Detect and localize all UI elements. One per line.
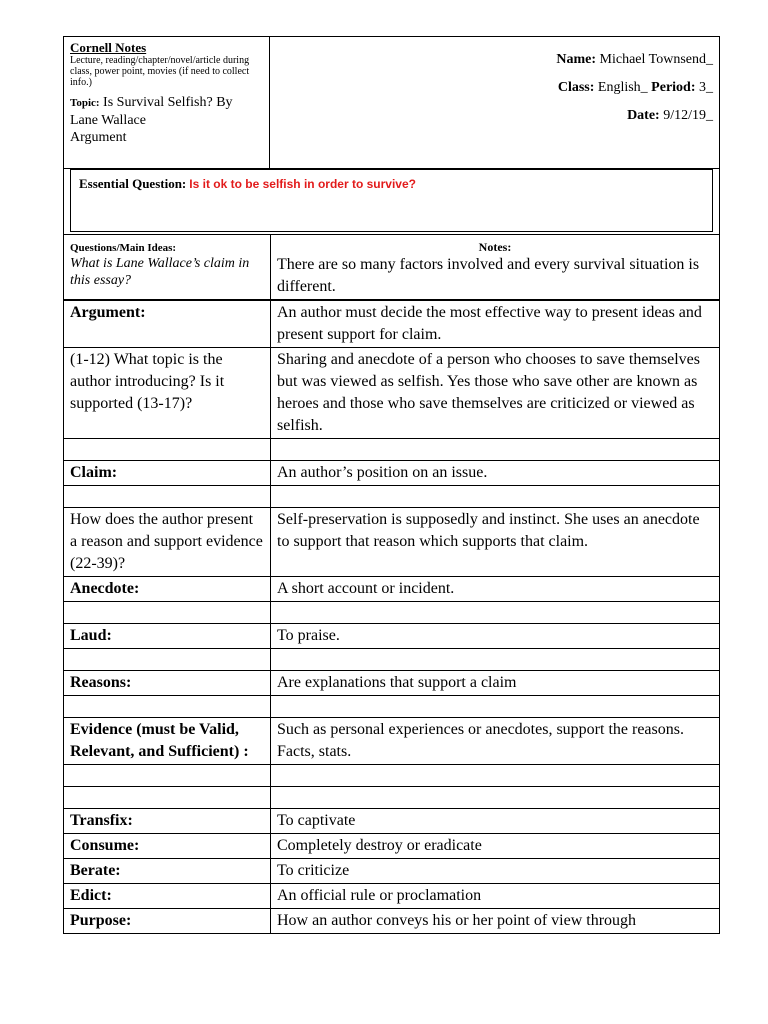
notes-heading: Notes: [478,240,512,254]
notes-text: There are so many factors involved and every survival situation is different. [277,256,700,295]
term-cell [64,649,271,671]
table-row [64,300,720,348]
date-value: 9/12/19_ [663,108,713,123]
term-cell: Laud: [64,624,271,649]
period-label: Period: [651,80,696,95]
term-cell: Berate: [64,859,271,884]
table-row [64,602,720,624]
header-right-cell [270,37,719,168]
table-row [64,649,720,671]
term-cell: Claim: [64,461,271,486]
definition-cell [271,765,720,787]
table-row [64,624,720,649]
table-row [64,809,720,834]
date-label: Date: [627,108,660,123]
definition-cell: Completely destroy or eradicate [271,834,720,859]
name-label: Name: [556,52,597,67]
definition-cell [271,486,720,508]
definition-cell: Are explanations that support a claim [271,671,720,696]
essential-question-label: Essential Question: [79,176,187,191]
table-row [64,765,720,787]
header-section [63,36,720,169]
cornell-notes-page [63,36,720,934]
class-value: English_ [597,80,648,95]
topic [70,94,263,146]
table-row [64,671,720,696]
definition-cell: An official rule or proclamation [271,884,720,909]
table-row [64,787,720,809]
name-value: Michael Townsend_ [599,52,713,67]
questions-text: What is Lane Wallace’s claim in this essay? [70,256,250,288]
definition-cell: To captivate [271,809,720,834]
definition-cell [271,696,720,718]
table-row [64,486,720,508]
topic-value: Is Survival Selfish? By Lane Wallace [70,95,233,128]
page-title: Cornell Notes [70,40,147,55]
questions-cell [64,235,271,301]
definition-cell [271,649,720,671]
name-line [270,51,713,68]
term-cell [64,765,271,787]
term-cell: Transfix: [64,809,271,834]
term-cell: Evidence (must be Valid, Relevant, and Sufficient) : [64,718,271,765]
definition-cell: Self-preservation is supposedly and instinct. She uses an anecdote to support that reason which supports that claim. [271,508,720,577]
class-line [270,79,713,96]
definition-cell [271,787,720,809]
essential-question-section [63,169,720,234]
definition-cell: Such as personal experiences or anecdotes, support the reasons. Facts, stats. [271,718,720,765]
table-row [64,577,720,602]
table-row [64,508,720,577]
table-row [64,834,720,859]
term-cell: Reasons: [64,671,271,696]
header-left-cell [64,37,270,168]
table-row [64,696,720,718]
date-line [270,107,713,124]
term-cell [64,486,271,508]
term-cell: Anecdote: [64,577,271,602]
essential-question-box [70,169,713,232]
page-subtitle: Lecture, reading/chapter/novel/article during class, power point, movies (if need to collect info.) [70,55,250,88]
term-cell: How does the author present a reason and support evidence (22-39)? [64,508,271,577]
table-row [64,348,720,439]
term-cell [64,439,271,461]
notes-header-row [64,235,720,301]
table-row [64,461,720,486]
definition-cell: Sharing and anecdote of a person who chooses to save themselves but was viewed as selfish. Yes those who save other are known as heroes and those who save themselves are criticized or viewed as selfish. [271,348,720,439]
topic-label: Topic: [70,97,100,109]
term-cell: Argument: [64,300,271,348]
definition-cell [271,602,720,624]
definition-cell: How an author conveys his or her point of view through [271,909,720,934]
term-cell [64,602,271,624]
class-label: Class: [557,80,595,95]
definition-cell: To criticize [271,859,720,884]
definition-cell: To praise. [271,624,720,649]
term-cell [64,787,271,809]
term-cell: (1-12) What topic is the author introducing? Is it supported (13-17)? [64,348,271,439]
table-row [64,718,720,765]
term-cell: Edict: [64,884,271,909]
definition-cell: An author’s position on an issue. [271,461,720,486]
table-row [64,884,720,909]
definition-cell [271,439,720,461]
questions-heading: Questions/Main Ideas: [70,242,177,254]
topic-type: Argument [70,130,127,145]
period-value: 3_ [699,80,713,95]
definition-cell: An author must decide the most effective way to present ideas and present support for claim. [271,300,720,348]
term-cell: Consume: [64,834,271,859]
table-row [64,439,720,461]
essential-question-text: Is it ok to be selfish in order to survive? [189,177,416,191]
table-row [64,859,720,884]
term-cell [64,696,271,718]
definition-cell: A short account or incident. [271,577,720,602]
notes-table [63,234,720,934]
term-cell: Purpose: [64,909,271,934]
notes-cell [271,235,720,301]
table-row [64,909,720,934]
